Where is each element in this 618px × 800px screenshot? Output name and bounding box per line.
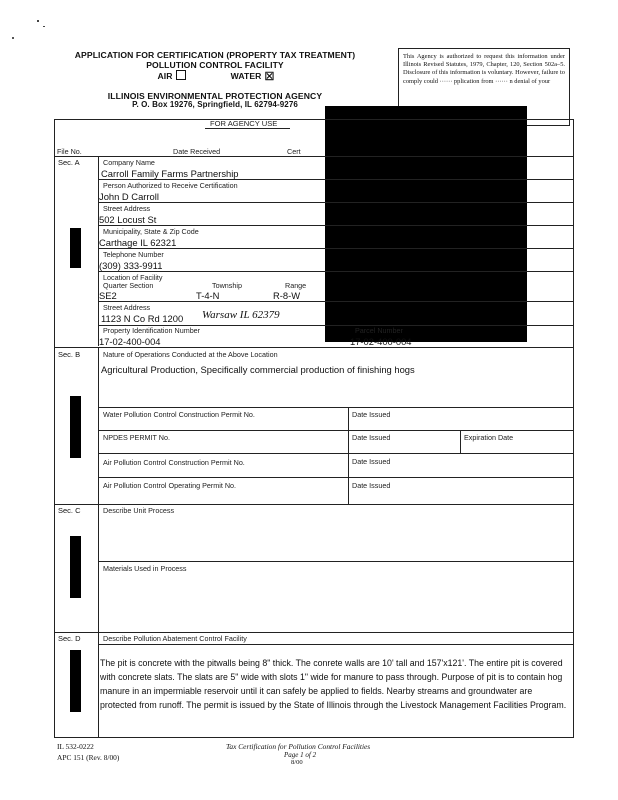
rule [98,271,574,272]
phone-label: Telephone Number [103,250,164,259]
rule [348,407,349,504]
form-number: IL 532-0222 [57,742,94,751]
rule [54,119,55,737]
company-name-label: Company Name [103,158,155,167]
quarter-label: Quarter Section [103,281,154,290]
rule [98,179,574,180]
rule [98,301,574,302]
person-label: Person Authorized to Receive Certification [103,181,238,190]
rule [98,632,99,737]
npdes-label: NPDES PERMIT No. [103,433,170,442]
expiration-label: Expiration Date [464,433,514,442]
scan-speck [37,20,39,22]
facility-street-label: Street Address [103,303,151,312]
nature-label: Nature of Operations Conducted at the Above Location [103,350,278,359]
city-label: Municipality, State & Zip Code [103,227,199,236]
water-checkbox[interactable]: ☒ [264,71,275,83]
rule [98,225,574,226]
rule [98,504,99,632]
rule [54,737,574,738]
materials-label: Materials Used in Process [103,564,187,573]
scan-speck [12,37,14,39]
property-id-value: 17-02-400-004 [99,336,161,347]
footer-form-title: Tax Certification for Pollution Control Facilities [226,742,371,751]
facility-description-label: Describe Pollution Abatement Control Facility [103,634,247,643]
water-label: WATER [230,71,262,81]
street-label: Street Address [103,204,151,213]
rule [54,347,574,348]
parcel-label: Parcel Number [355,326,403,335]
redaction-block-large [325,106,527,342]
company-name-value: Carroll Family Farms Partnership [101,168,239,179]
date-received-label: Date Received [173,147,221,156]
property-id-label: Property Identification Number [103,326,201,335]
location-label: Location of Facility [103,273,163,282]
section-a-label: Sec. A [58,158,80,167]
range-value: R-8-W [273,290,301,301]
parcel-value: 17-02-400-004 [350,336,412,347]
air-operating-label: Air Pollution Control Operating Permit No. [103,481,237,490]
township-label: Township [212,281,242,290]
apc-revision: APC 151 (Rev. 8/00) [57,753,120,762]
rule [98,453,574,454]
agency-use-title: FOR AGENCY USE [210,119,278,128]
facility-description: The pit is concrete with the pitwalls being 8" thick. The conrete walls are 10' tall and 157'x121'. The entire pit is covered with concrete slats. The slats are 5" wide with slots 1" wide for manure to pass through. Purpose of pit is to contain hog manure in an impermiable reservoir until it can safely be applied to fields. Nearby streams and groundwater are protected from runoff. The permit is issued by the State of Illinois through the Livestock Management Facilities Program. [100,658,567,710]
rule [98,347,99,504]
unit-process-label: Describe Unit Process [103,506,175,515]
rule [98,407,574,408]
form-title-line2: POLLUTION CONTROL FACILITY [146,60,284,70]
phone-value: (309) 333-9911 [99,260,163,271]
cert-label: Cert [287,147,301,156]
redaction-bar-c [70,536,81,598]
form-title-line1: APPLICATION FOR CERTIFICATION (PROPERTY TAX TREATMENT) [74,50,356,60]
media-checkboxes [0,70,430,81]
air-checkbox[interactable] [176,70,186,80]
redaction-bar-b [70,396,81,458]
date-issued-4: Date Issued [352,481,391,490]
rule [98,248,574,249]
date-issued-2: Date Issued [352,433,391,442]
rule [205,128,290,129]
rule [54,632,574,633]
city-value: Carthage IL 62321 [99,237,177,248]
facility-street-value: 1123 N Co Rd 1200 [101,313,184,324]
file-no-label: File No. [57,147,82,156]
air-label: AIR [157,71,173,81]
air-construction-label: Air Pollution Control Construction Permit No. [103,458,245,467]
handwritten-city: Warsaw IL 62379 [202,309,280,321]
rule [54,504,574,505]
person-value: John D Carroll [99,191,159,202]
rule [98,430,574,431]
footer-date: 8/00 [291,759,303,766]
redaction-bar-a [70,228,81,268]
range-label: Range [285,281,307,290]
rule [54,156,574,157]
date-issued-1: Date Issued [352,410,391,419]
rule [98,156,99,346]
section-b-label: Sec. B [58,350,81,359]
rule [98,561,574,562]
quarter-value: SE2 [99,290,117,301]
rule [54,119,574,120]
section-d-label: Sec. D [58,634,81,643]
date-issued-3: Date Issued [352,457,391,466]
nature-value: Agricultural Production, Specifically commercial production of finishing hogs [101,364,415,375]
page-indicator: Page 1 of 2 [284,751,317,759]
scan-speck [43,26,45,27]
agency-address: P. O. Box 19276, Springfield, IL 62794-9276 [132,100,298,109]
street-value: 502 Locust St [99,214,157,225]
rule [98,644,574,645]
redaction-bar-d [70,650,81,712]
section-c-label: Sec. C [58,506,81,515]
rule [98,202,574,203]
water-permit-label: Water Pollution Control Construction Permit No. [103,410,255,419]
rule [98,477,574,478]
privacy-notice: This Agency is authorized to request this information under Illinois Revised Statutes, 1979, Chapter, 120, Section 502a–5. Disclosure of this information is voluntary. However, failure to comply could ······ pplication from ······ n denial of your [398,48,570,126]
township-value: T-4-N [196,290,220,301]
agency-name: ILLINOIS ENVIRONMENTAL PROTECTION AGENCY [107,91,323,101]
rule [460,430,461,453]
